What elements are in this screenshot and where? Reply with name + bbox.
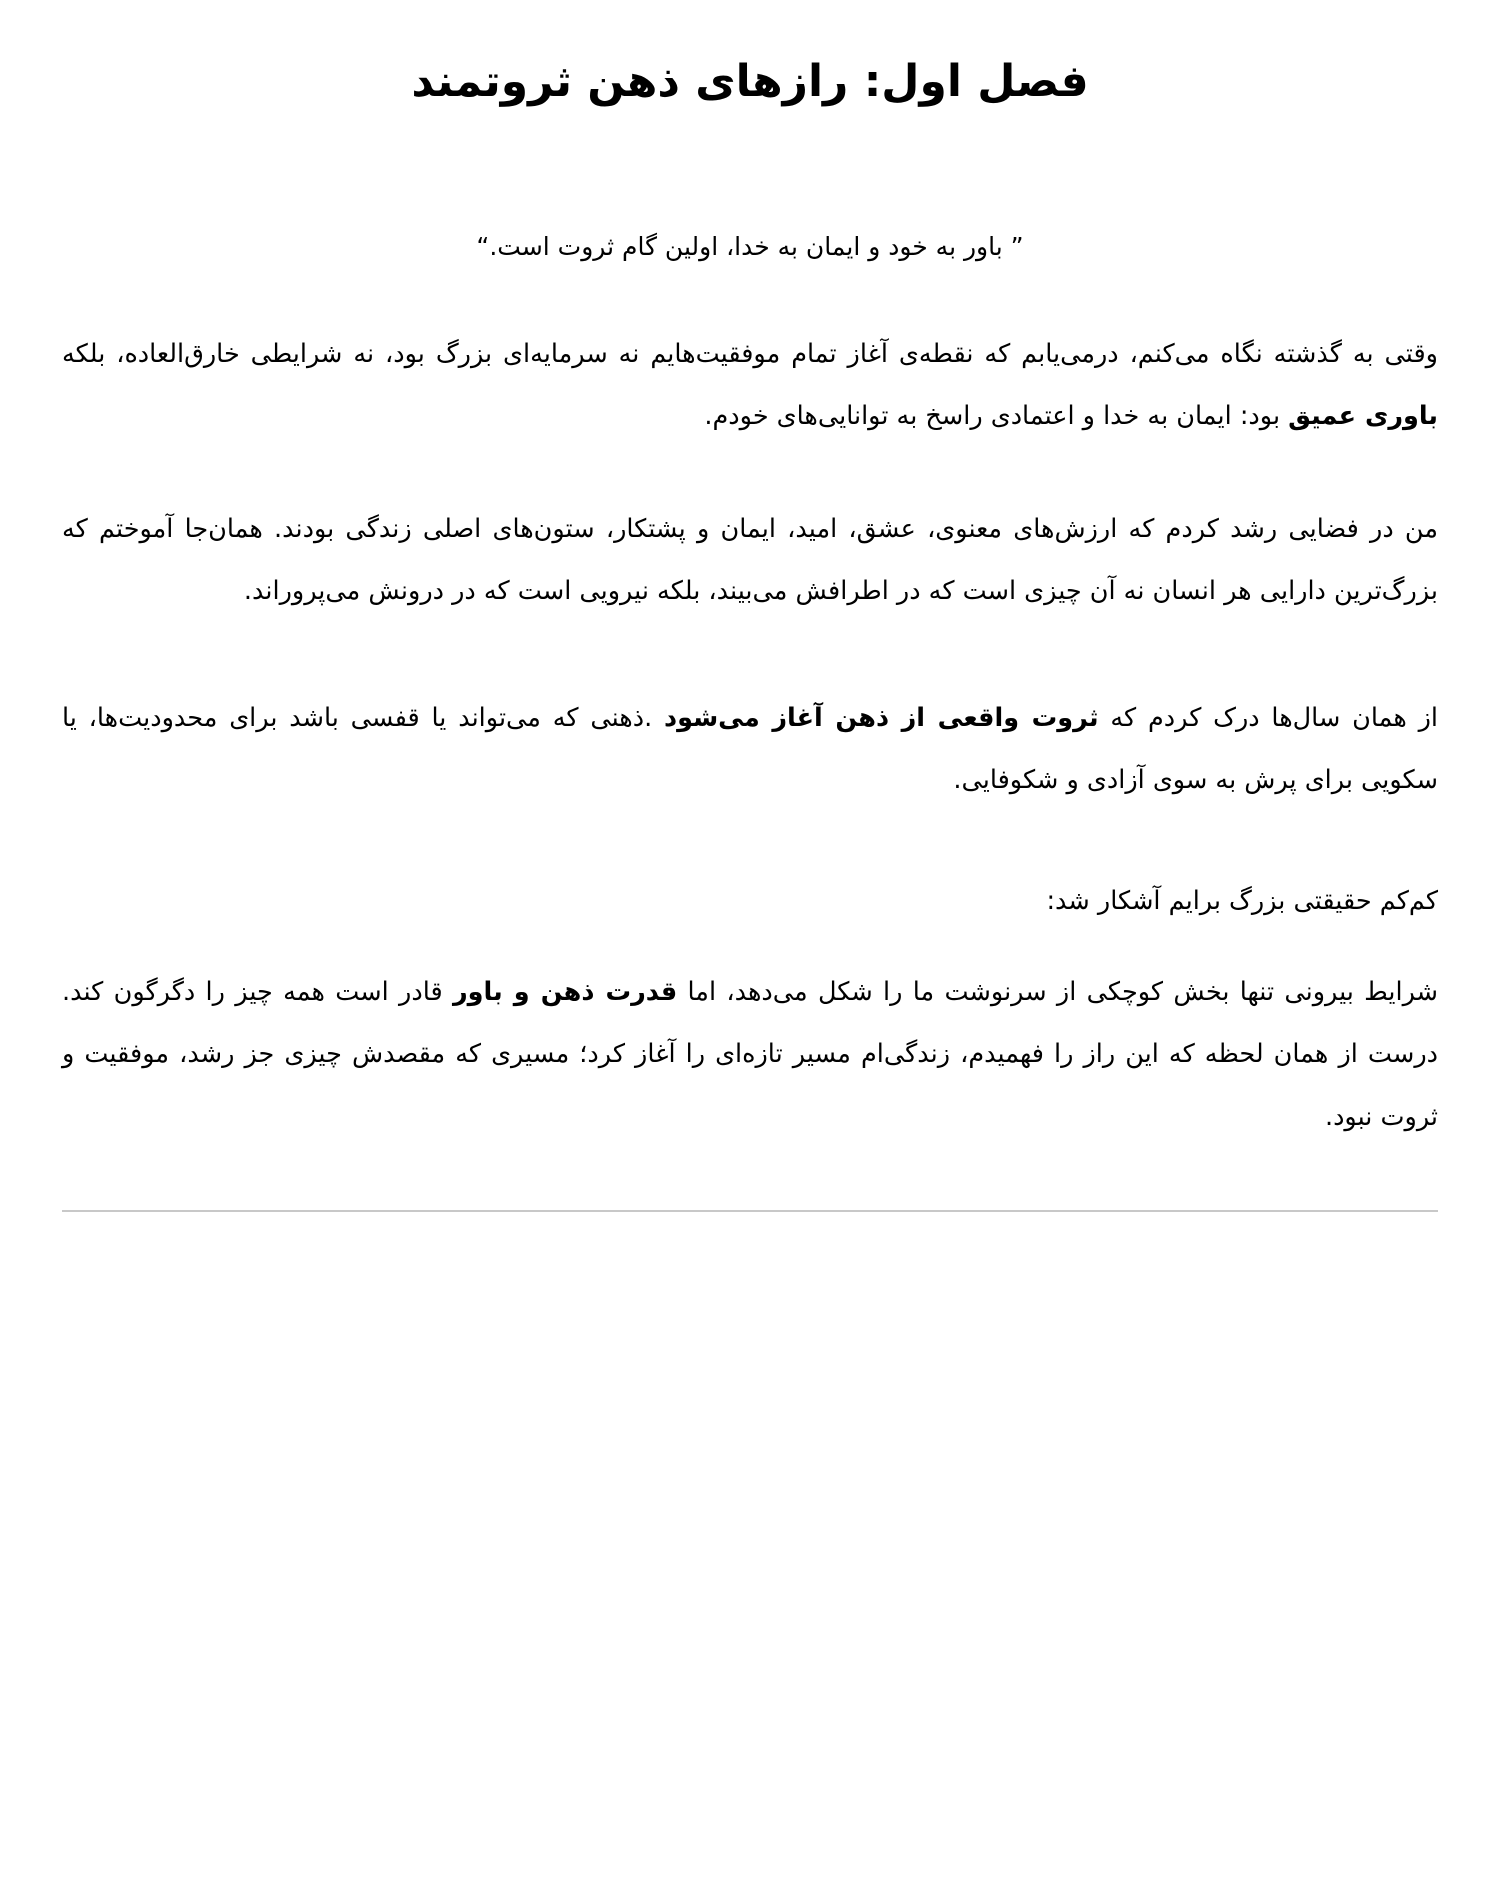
paragraph-3-emphasis: ثروت واقعی از ذهن آغاز می‌شود (664, 702, 1099, 733)
paragraph-1-emphasis: باوری عمیق (1288, 401, 1438, 432)
page-title: فصل اول: رازهای ذهن ثروتمند (411, 56, 1089, 107)
paragraph-gap-1 (62, 478, 1438, 498)
paragraph-3 (62, 687, 1438, 812)
paragraph-5-text-a: شرایط بیرونی تنها بخش کوچکی از سرنوشت ما را شکل می‌دهد، اما (677, 976, 1439, 1007)
paragraph-gap-3 (62, 842, 1438, 876)
paragraph-1-text-b: بود: ایمان به خدا و اعتمادی راسخ به توانایی‌های خودم. (704, 401, 1289, 432)
paragraph-2: من در فضایی رشد کردم که ارزش‌های معنوی، عشق، امید، ایمان و پشتکار، ستون‌های اصلی زندگی بودند. همان‌جا آموختم که بزرگ‌ترین دارایی هر انسان نه آن چیزی است که در اطرافش می‌بیند، بلکه نیرویی است که در درونش می‌پروراند. (62, 513, 1438, 607)
paragraph-4: کم‌کم حقیقتی بزرگ برایم آشکار شد: (1046, 885, 1438, 916)
section-divider (62, 1210, 1438, 1212)
paragraph-5-emphasis: قدرت ذهن و باور (453, 976, 678, 1007)
paragraph-1-text-a: وقتی به گذشته نگاه می‌کنم، درمی‌یابم که نقطه‌ی آغاز تمام موفقیت‌هایم نه سرمایه‌ای بزرگ بود، نه شرایطی خارق‌العاده، بلکه (62, 338, 1438, 369)
paragraph-3-text-b: .ذهنی که می‌تواند یا قفسی باشد برای محدودیت‌ها، یا سکویی برای پرش به سوی آزادی و شکوفایی. (62, 702, 1438, 796)
paragraph-1 (62, 323, 1438, 448)
paragraph-gap-4 (62, 941, 1438, 961)
title-spacer (62, 111, 1438, 223)
paragraph-gap-2 (62, 653, 1438, 687)
paragraph-5-text-b: قادر است همه چیز را دگرگون کند. درست از همان لحظه که این راز را فهمیدم، زندگی‌ام مسیر تازه‌ای را آغاز کرد؛ مسیری که مقصدش چیزی جز رشد، موفقیت و ثروت نبود. (62, 976, 1438, 1132)
epigraph-quote: ” باور به خود و ایمان به خدا، اولین گام ثروت است.“ (476, 232, 1024, 262)
quote-spacer (62, 271, 1438, 323)
paragraph-3-text-a: از همان سال‌ها درک کردم که (1098, 702, 1438, 733)
paragraph-5 (62, 961, 1438, 1148)
